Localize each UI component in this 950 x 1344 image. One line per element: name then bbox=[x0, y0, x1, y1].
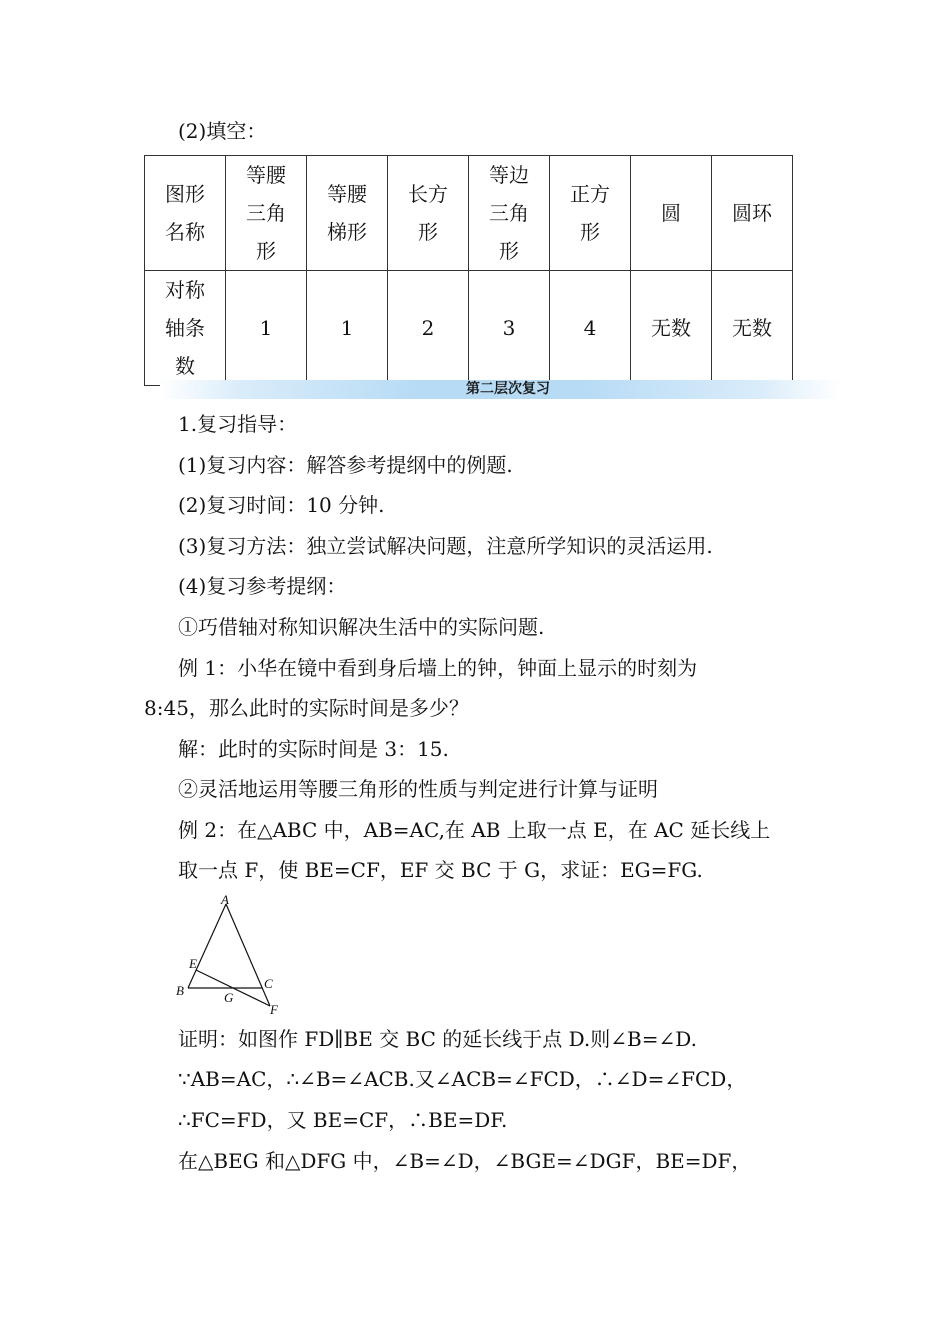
text-line: 8:45，那么此时的实际时间是多少？ bbox=[144, 696, 469, 720]
table-cell: 对称 轴条 数 bbox=[145, 271, 226, 386]
text-line: 在△BEG 和△DFG 中，∠B=∠D，∠BGE=∠DGF，BE=DF， bbox=[178, 1149, 752, 1173]
label-c: C bbox=[264, 976, 273, 991]
table-cell: 等腰 梯形 bbox=[307, 156, 388, 271]
text-line: (1)复习内容：解答参考提纲中的例题. bbox=[178, 453, 513, 477]
table-cell: 圆 bbox=[631, 156, 712, 271]
text-line: ∴FC=FD，又 BE=CF，∴BE=DF. bbox=[178, 1108, 508, 1132]
table-row bbox=[145, 156, 793, 271]
label-f: F bbox=[270, 1002, 278, 1017]
text-line: 取一点 F，使 BE=CF，EF 交 BC 于 G，求证：EG=FG. bbox=[178, 858, 703, 882]
text-line: (2)复习时间：10 分钟. bbox=[178, 493, 385, 517]
table-cell: 长方 形 bbox=[388, 156, 469, 271]
section-heading-fill: (2)填空： bbox=[178, 119, 267, 143]
table-cell: 等边 三角 形 bbox=[469, 156, 550, 271]
section-banner bbox=[160, 380, 840, 399]
text-line: 1.复习指导： bbox=[178, 412, 298, 436]
text-line: (3)复习方法：独立尝试解决问题，注意所学知识的灵活运用. bbox=[178, 534, 713, 558]
label-b: B bbox=[176, 983, 184, 998]
text-line: ①巧借轴对称知识解决生活中的实际问题. bbox=[178, 615, 545, 639]
table-cell: 图形 名称 bbox=[145, 156, 226, 271]
text-line: ∵AB=AC，∴∠B=∠ACB.又∠ACB=∠FCD，∴∠D=∠FCD， bbox=[178, 1067, 747, 1091]
table-cell: 3 bbox=[469, 271, 550, 386]
label-g: G bbox=[224, 990, 234, 1005]
table-cell: 1 bbox=[307, 271, 388, 386]
label-e: E bbox=[189, 956, 197, 971]
table-cell: 圆环 bbox=[712, 156, 793, 271]
text-line: 证明：如图作 FD∥BE 交 BC 的延长线于点 D.则∠B=∠D. bbox=[178, 1027, 697, 1051]
text-line: 解：此时的实际时间是 3：15. bbox=[178, 737, 449, 761]
table-cell: 无数 bbox=[631, 271, 712, 386]
text-line: 例 1：小华在镜中看到身后墙上的钟，钟面上显示的时刻为 bbox=[178, 656, 698, 680]
table-cell: 正方 形 bbox=[550, 156, 631, 271]
text-line: 例 2：在△ABC 中，AB=AC,在 AB 上取一点 E，在 AC 延长线上 bbox=[178, 818, 771, 842]
text-line: (4)复习参考提纲： bbox=[178, 574, 347, 598]
symmetry-axes-table bbox=[144, 155, 793, 386]
label-a: A bbox=[221, 892, 229, 907]
table-row bbox=[145, 271, 793, 386]
table-cell: 4 bbox=[550, 271, 631, 386]
text-line: ②灵活地运用等腰三角形的性质与判定进行计算与证明 bbox=[178, 777, 658, 801]
table-cell: 2 bbox=[388, 271, 469, 386]
section-banner-title: 第二层次复习 bbox=[466, 381, 550, 397]
table-cell: 1 bbox=[226, 271, 307, 386]
table-cell: 无数 bbox=[712, 271, 793, 386]
table-cell: 等腰 三角 形 bbox=[226, 156, 307, 271]
geometry-figure bbox=[168, 892, 298, 1022]
